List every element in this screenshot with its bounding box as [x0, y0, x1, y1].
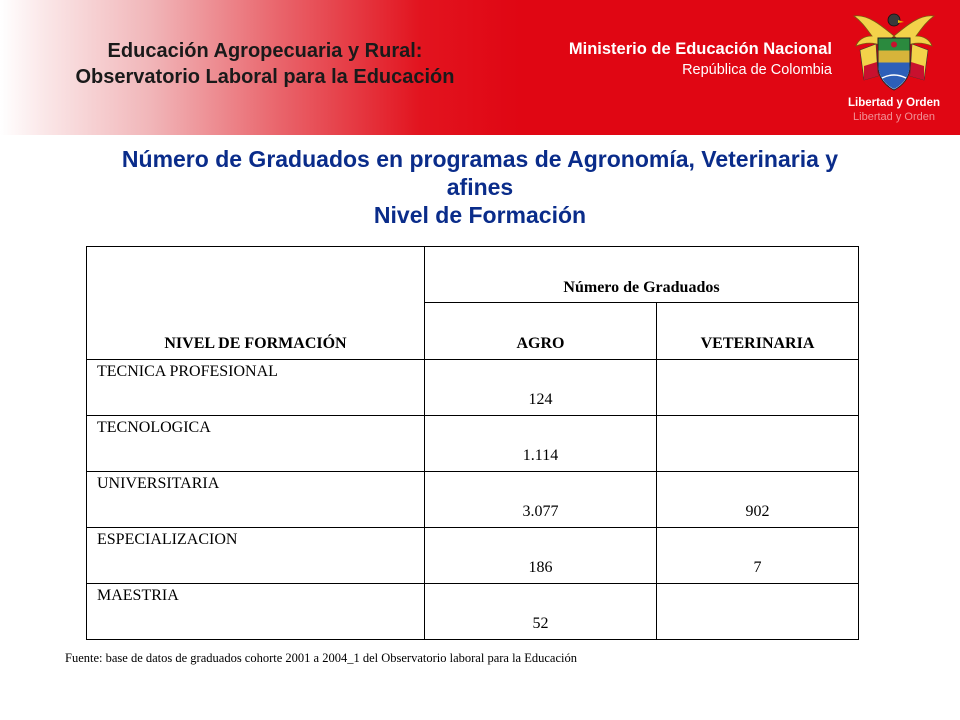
- header-numero-graduados: Número de Graduados: [425, 247, 859, 303]
- cell-agro: 124: [425, 360, 657, 416]
- table-row: [87, 360, 859, 416]
- ministry-name: Ministerio de Educación Nacional: [568, 40, 832, 58]
- program-title-line1: Educación Agropecuaria y Rural:: [107, 40, 423, 62]
- country-name: República de Colombia: [682, 62, 832, 78]
- page-title-line3: Nivel de Formación: [373, 202, 587, 228]
- cell-nivel: MAESTRIA: [87, 584, 425, 640]
- cell-vet: [657, 416, 859, 472]
- program-title-line2: Observatorio Laboral para la Educación: [75, 66, 455, 88]
- header-veterinaria: VETERINARIA: [657, 303, 859, 360]
- motto: [842, 96, 946, 124]
- table-row: [87, 528, 859, 584]
- source-note: Fuente: base de datos de graduados cohorte 2001 a 2004_1 del Observatorio laboral para la Educación: [65, 651, 577, 665]
- ministry-block: [505, 38, 832, 80]
- cell-agro: 52: [425, 584, 657, 640]
- cell-agro: 3.077: [425, 472, 657, 528]
- motto-text: Libertad y Orden: [847, 97, 941, 109]
- page-title: [30, 145, 930, 229]
- table-row: [87, 584, 859, 640]
- cell-nivel: TECNOLOGICA: [87, 416, 425, 472]
- header-agro: AGRO: [425, 303, 657, 360]
- header-nivel: NIVEL DE FORMACIÓN: [87, 247, 425, 360]
- cell-nivel: UNIVERSITARIA: [87, 472, 425, 528]
- program-title: [0, 38, 530, 90]
- cell-nivel: ESPECIALIZACION: [87, 528, 425, 584]
- motto-text-shadow: Libertad y Orden: [853, 111, 935, 123]
- graduates-table: [86, 246, 859, 640]
- cell-vet: [657, 360, 859, 416]
- page-title-line2: afines: [446, 174, 514, 200]
- cell-nivel: TECNICA PROFESIONAL: [87, 360, 425, 416]
- cell-agro: 1.114: [425, 416, 657, 472]
- header-banner: [0, 0, 960, 135]
- cell-agro: 186: [425, 528, 657, 584]
- cell-vet: 902: [657, 472, 859, 528]
- cell-vet: 7: [657, 528, 859, 584]
- cell-vet: [657, 584, 859, 640]
- page-title-line1: Número de Graduados en programas de Agronomía, Veterinaria y: [121, 146, 839, 172]
- table-row: [87, 472, 859, 528]
- table-row: [87, 416, 859, 472]
- table-header-row: [87, 247, 859, 303]
